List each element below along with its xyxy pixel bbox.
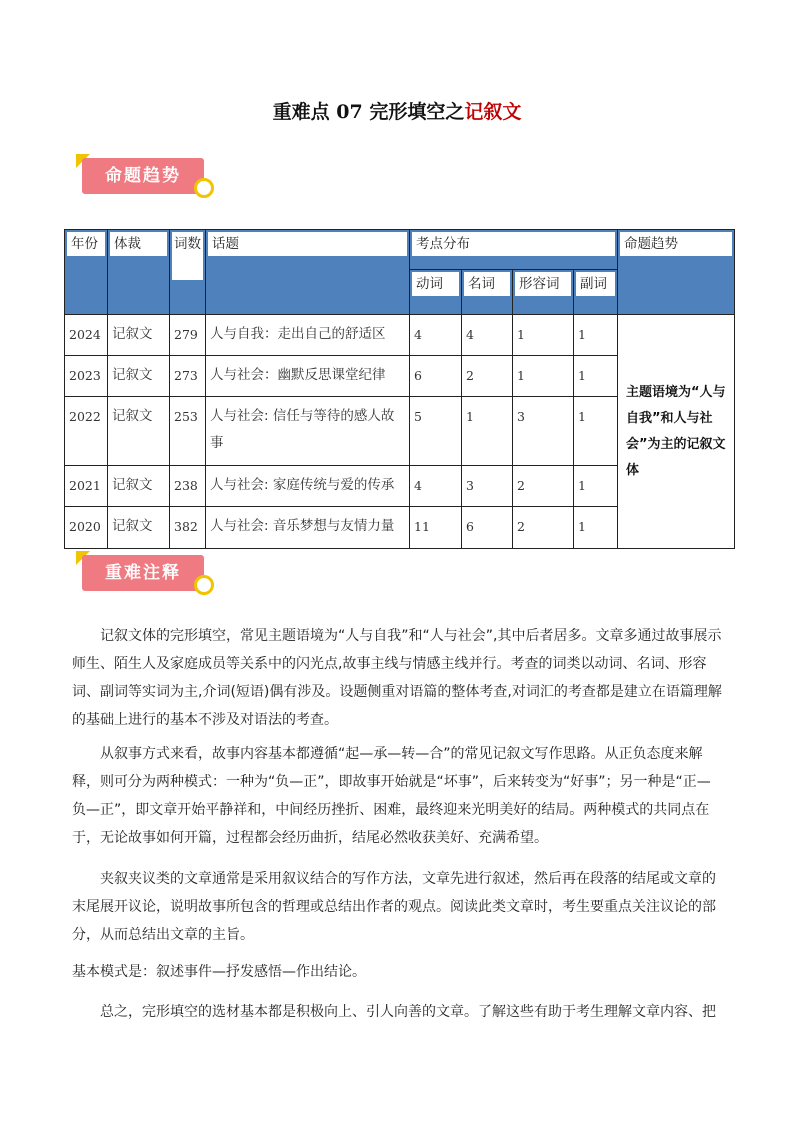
- header-trend: 命题趋势: [620, 232, 732, 256]
- paragraph-5: 总之，完形填空的选材基本都是积极向上、引人向善的文章。了解这些有助于考生理解文章内容、把: [100, 1004, 716, 1020]
- header-words: 词数: [172, 232, 203, 280]
- ring-icon: [194, 575, 214, 595]
- paragraph-3: 夹叙夹议类的文章通常是采用叙议结合的写作方法，文章先进行叙述，然后再在段落的结尾或文章的末尾展开议论，说明故事所包含的哲理或总结出作者的观点。阅读此类文章时，考生要重点关注议论的部分，从而总结出文章的主旨。: [72, 871, 716, 943]
- table-header-row: [65, 230, 735, 270]
- table-row: 2022 记叙文 253 人与社会: 信任与等待的感人故事 5 1 3 1: [65, 397, 735, 466]
- table-row: 2023 记叙文 273 人与社会：幽默反思课堂纪律 6 2 1 1: [65, 356, 735, 397]
- header-topic: 话题: [208, 232, 407, 256]
- table-row: 2020 记叙文 382 人与社会: 音乐梦想与友情力量 11 6 2 1: [65, 507, 735, 549]
- header-noun: 名词: [464, 272, 510, 296]
- section-badge-trend: [76, 154, 214, 198]
- page-title: 重难点 07 完形填空之记叙文: [272, 101, 522, 123]
- header-adv: 副词: [576, 272, 615, 296]
- header-verb: 动词: [412, 272, 459, 296]
- section-badge-label: 命题趋势: [105, 166, 181, 186]
- paragraph-2: 从叙事方式来看，故事内容基本都遵循“起—承—转—合”的常见记叙文写作思路。从正负态度来解释，则可分为两种模式：一种为“负—正”，即故事开始就是“坏事”，后来转变为“好事”；另一种是“正—负—正”，即文章开始平静祥和，中间经历挫折、困难，最终迎来光明美好的结局。两种模式的共同点在于，无论故事如何开篇，过程都会经历曲折，结尾必然收获美好、充满希望。: [72, 746, 711, 846]
- title-highlight: 记叙文: [464, 101, 522, 123]
- section-badge-label: 重难注释: [105, 563, 181, 583]
- paragraph-1: 记叙文体的完形填空，常见主题语境为“人与自我”和“人与社会”,其中后者居多。文章多通过故事展示师生、陌生人及家庭成员等关系中的闪光点,故事主线与情感主线并行。考查的词类以动词、名词、形容词、副词等实词为主,介词(短语)偶有涉及。设题侧重对语篇的整体考查,对词汇的考查都是建立在语篇理解的基础上进行的基本不涉及对语法的考查。: [72, 628, 722, 728]
- header-genre: 体裁: [110, 232, 167, 256]
- section-badge-notes: [76, 551, 214, 595]
- ring-icon: [194, 178, 214, 198]
- table-row: 2024 记叙文 279 人与自我：走出自己的舒适区 4 4 1 1 主题语境为“人与自我”和人与社会”为主的记叙文体: [65, 315, 735, 356]
- header-dist: 考点分布: [412, 232, 615, 256]
- header-year: 年份: [67, 232, 105, 256]
- trend-summary: 主题语境为“人与自我”和人与社会”为主的记叙文体: [618, 315, 735, 549]
- paragraph-4: 基本模式是：叙述事件—抒发感悟—作出结论。: [72, 964, 366, 980]
- trend-table: [64, 229, 735, 549]
- table-row: 2021 记叙文 238 人与社会: 家庭传统与爱的传承 4 3 2 1: [65, 466, 735, 507]
- header-adj: 形容词: [515, 272, 571, 296]
